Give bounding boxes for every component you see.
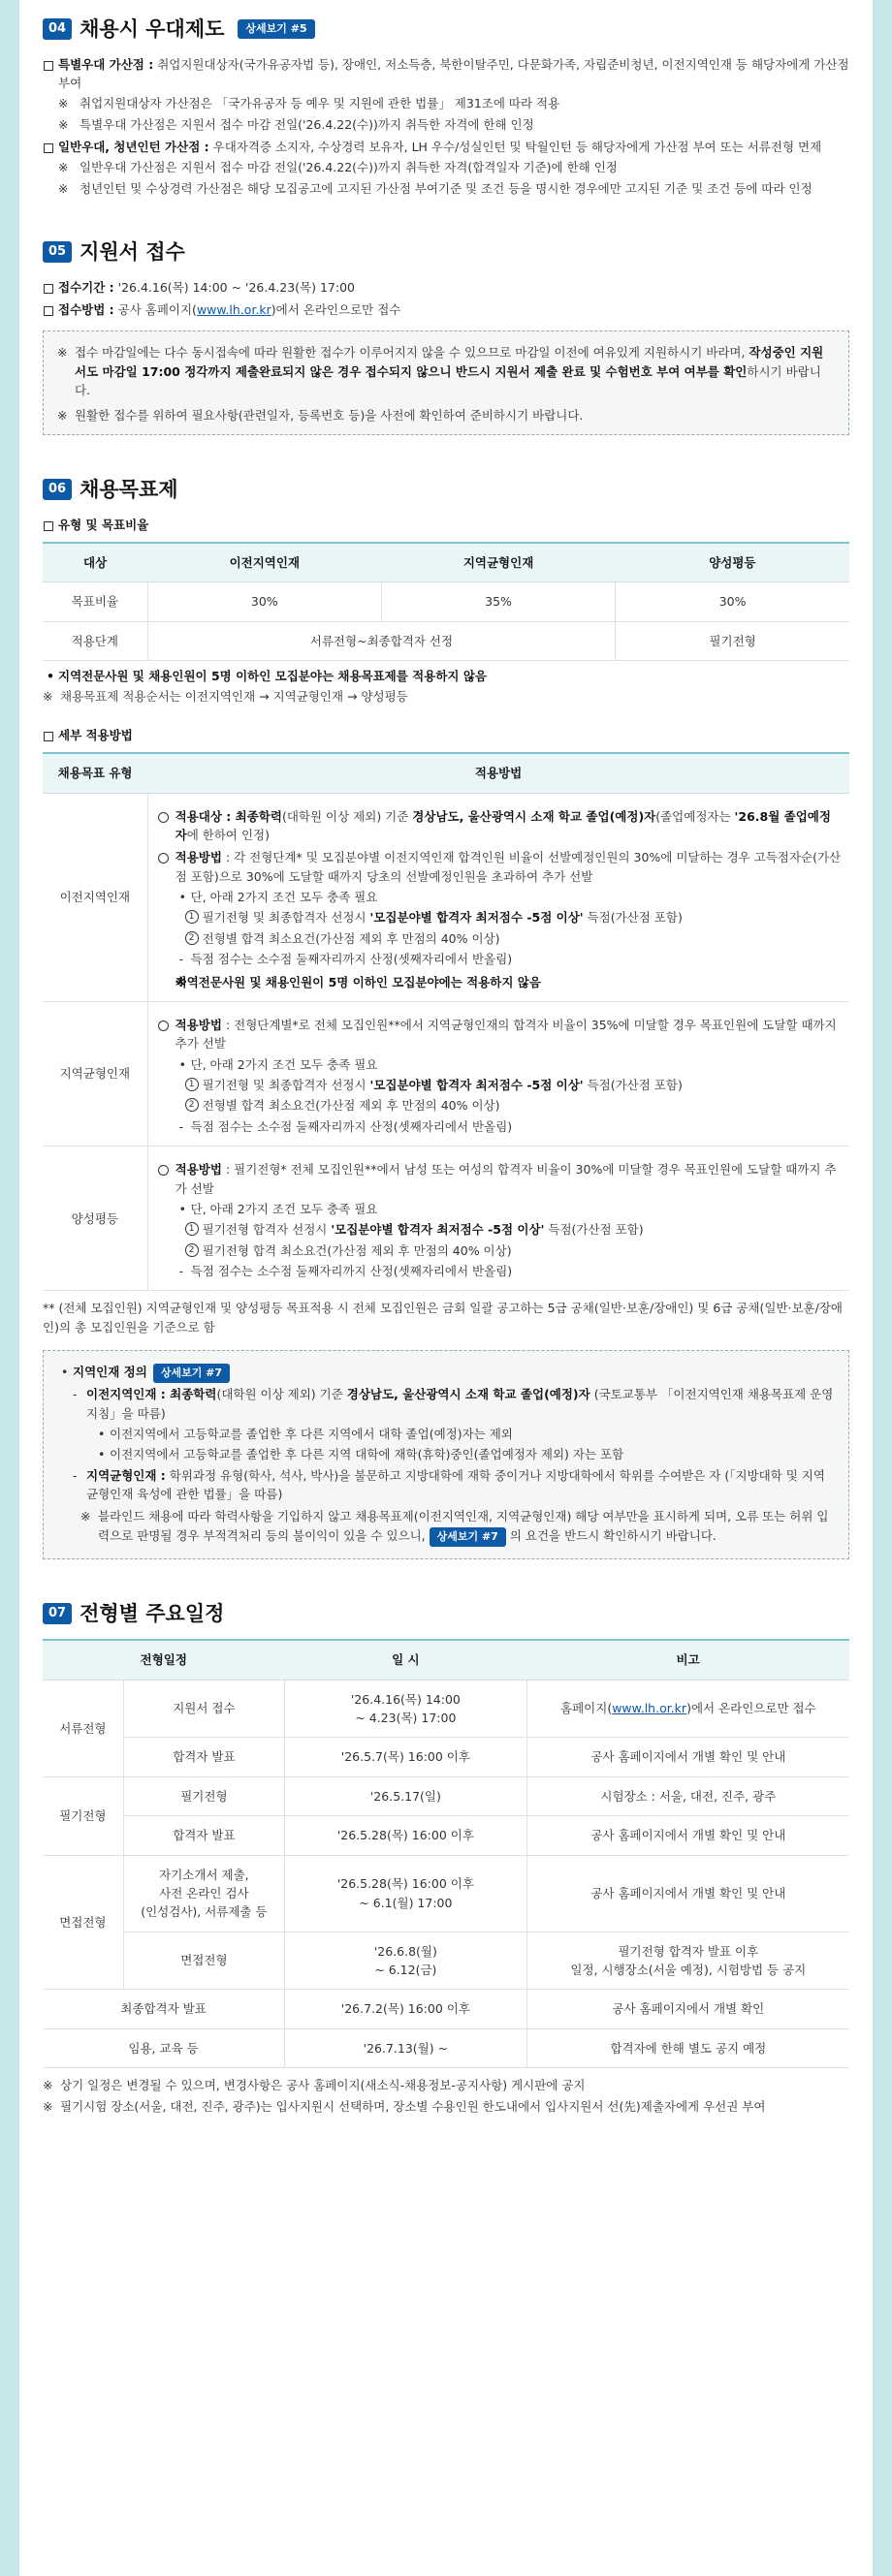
item-text: '26.4.16(목) 14:00 ~ '26.4.23(목) 17:00 — [113, 279, 355, 295]
bold: '26.8월 졸업예정자 — [175, 808, 831, 842]
method-cell — [147, 1001, 849, 1146]
col-header: 지역균형인재 — [381, 543, 615, 582]
text: 에 한하여 인정) — [186, 827, 271, 842]
definition-1 — [57, 1385, 835, 1423]
label: 적용방법 — [175, 850, 222, 865]
note-cell: 공사 홈페이지에서 개별 확인 및 안내 — [526, 1738, 849, 1776]
ratio-table — [43, 542, 849, 661]
text: 전형별 합격 최소요건(가산점 제외 후 만점의 40% 이상) — [202, 1098, 500, 1114]
item-label: 접수기간 : — [58, 279, 114, 295]
apply-target — [156, 807, 842, 845]
homepage-link[interactable]: www.lh.or.kr — [612, 1701, 687, 1716]
text: 블라인드 채용에 따라 학력사항을 기입하지 않고 채용목표제(이전지역인재, 지역균형인재) 해당 여부만을 표시하게 되며, 오류 또는 허위 입력으로 판명될 경우 부적격처리 등의 불이익이 있을 수 있으니, — [98, 1509, 829, 1543]
text: : 필기전형* 전체 모집인원**에서 남성 또는 여성의 합격자 비율이 30%에 미달할 경우 목표인원에 도달할 때까지 추가 선발 — [175, 1162, 837, 1196]
section-number: 07 — [43, 1603, 72, 1624]
table-row — [43, 1816, 849, 1855]
ratio-cell: 30% — [616, 582, 849, 621]
definition-1-bullet: • 이전지역에서 고등학교를 졸업한 후 다른 지역 대학에 재학(휴학)중인(졸업예정자 제외) 자는 포함 — [57, 1445, 835, 1463]
col-header: 전형일정 — [43, 1640, 285, 1680]
item-label: 일반우대, 청년인턴 가산점 : — [58, 140, 209, 155]
notice-box — [43, 330, 849, 435]
col-header: 적용방법 — [147, 753, 849, 793]
schedule-table — [43, 1639, 849, 2068]
number-1-icon: 1 — [185, 910, 199, 924]
note-text: 하시기 바랍니다. — [75, 363, 821, 398]
stage-cell: 자기소개서 제출, 사전 온라인 검사 (인성검사), 서류제출 등 — [123, 1855, 284, 1932]
text: 득점(가산점 포함) — [583, 1078, 683, 1093]
label: 적용방법 — [175, 1162, 222, 1178]
ratio-cell: 30% — [147, 582, 381, 621]
schedule-note: ※ 상기 일정은 변경될 수 있으며, 변경사항은 공사 홈페이지(새소식-채용정보-공지사항) 게시판에 공지 — [43, 2076, 849, 2094]
note-cell: 필기전형 합격자 발표 이후 일정, 시행장소(서울 예정), 시험방법 등 공지 — [526, 1932, 849, 1990]
note-cell: 공사 홈페이지에서 개별 확인 및 안내 — [526, 1855, 849, 1932]
section-07-header — [43, 1598, 849, 1630]
schedule-note: ※ 필기시험 장소(서울, 대전, 진주, 광주)는 입사지원시 선택하며, 장소별 수용인원 한도내에서 입사지원서 선(先)제출자에게 우선권 부여 — [43, 2097, 849, 2116]
definition-1-bullet: • 이전지역에서 고등학교를 졸업한 후 다른 지역에서 대학 졸업(예정)자는 제외 — [57, 1425, 835, 1443]
note-text: 접수 마감일에는 다수 동시접속에 따라 원활한 접수가 이루어지지 않을 수 있으므로 마감일 이전에 여유있게 지원하시기 바라며, — [75, 345, 749, 361]
stage-cell: 임용, 교육 등 — [43, 2028, 285, 2067]
bold: 경상남도, 울산광역시 소재 학교 졸업(예정)자 — [346, 1387, 590, 1402]
col-header: 채용목표 유형 — [43, 753, 147, 793]
note: ※ 원활한 접수를 위하여 필요사항(관련일자, 등록번호 등)을 사전에 확인하여 준비하시기 바랍니다. — [57, 406, 835, 424]
table-row — [43, 582, 849, 621]
condition: • 단, 아래 2가지 조건 모두 충족 필요 — [156, 1055, 842, 1074]
date-cell: '26.5.28(목) 16:00 이후 ~ 6.1(월) 17:00 — [285, 1855, 527, 1932]
footnote: ** (전체 모집인원) 지역균형인재 및 양성평등 목표적용 시 전체 모집인원은 금회 일괄 공고하는 5급 공채(일반·보훈/장애인) 및 6급 공채(일반·보훈/장애인)의 총 모집인원을 기준으로 함 — [43, 1301, 843, 1335]
text: 필기전형 합격 최소요건(가산점 제외 후 만점의 40% 이상) — [202, 1242, 512, 1258]
col-header: 대상 — [43, 543, 147, 582]
dash-note: - 득점 점수는 소수점 둘째자리까지 산정(셋째자리에서 반올림) — [156, 1262, 842, 1280]
general-bonus-item — [43, 138, 849, 156]
date-cell: '26.6.8(월) ~ 6.12(금) — [285, 1932, 527, 1990]
col-header: 일 시 — [285, 1640, 527, 1680]
condition: • 단, 아래 2가지 조건 모두 충족 필요 — [156, 1200, 842, 1218]
stage-cell: 합격자 발표 — [123, 1816, 284, 1855]
condition-1 — [156, 908, 842, 927]
section-04 — [43, 14, 849, 198]
col-header: 이전지역인재 — [147, 543, 381, 582]
note-bold: 작성중인 지원서도 마감일 17:00 정각까지 제출완료되지 않은 경우 접수되지 않으니 반드시 지원서 제출 완료 및 수험번호 부여 여부를 확인 — [75, 345, 824, 379]
section-number: 06 — [43, 479, 72, 500]
text: 전형별 합격 최소요건(가산점 제외 후 만점의 40% 이상) — [202, 930, 500, 946]
note: ※ 청년인턴 및 수상경력 가산점은 해당 모집공고에 고지된 가산점 부여기준 및 조건 등을 명시한 경우에만 고지된 기준 및 조건 등에 따라 인정 — [43, 179, 849, 198]
condition-2 — [156, 1096, 842, 1115]
row-label: 이전지역인재 — [43, 793, 147, 1001]
text: 필기전형 및 최종합격자 선정시 — [202, 910, 370, 926]
date-cell: '26.5.7(목) 16:00 이후 — [285, 1738, 527, 1776]
dash-note: - 득점 점수는 소수점 둘째자리까지 산정(셋째자리에서 반올림) — [156, 1117, 842, 1136]
text: 필기전형 및 최종합격자 선정시 — [202, 1078, 370, 1093]
label: 적용방법 — [175, 1017, 222, 1032]
condition: • 단, 아래 2가지 조건 모두 충족 필요 — [156, 888, 842, 906]
number-2-icon: 2 — [185, 931, 199, 945]
method-item — [43, 300, 849, 319]
number-1-icon: 1 — [185, 1078, 199, 1091]
note: ※ 특별우대 가산점은 지원서 접수 마감 전일('26.4.22(수))까지 취득한 자격에 한해 인정 — [43, 115, 849, 134]
text: )에서 온라인으로만 접수 — [686, 1701, 816, 1716]
dash-note: - 득점 점수는 소수점 둘째자리까지 산정(셋째자리에서 반올림) — [156, 950, 842, 968]
table-row — [43, 1738, 849, 1776]
section-title: 전형별 주요일정 — [80, 1601, 225, 1625]
period-item — [43, 278, 849, 297]
text: 의 요건을 반드시 확인하시기 바랍니다. — [505, 1527, 717, 1543]
text: : 각 전형단계* 및 모집분야별 이전지역인재 합격인원 비율이 선발예정인원의 30%에 미달하는 경우 고득점자순(가산점 포함)으로 30%에 도달할 때까지 당초의 선발예정인원을 초과하여 추가 선발 — [175, 850, 842, 884]
text: 득점(가산점 포함) — [583, 910, 683, 926]
group-label: 서류전형 — [43, 1680, 123, 1776]
apply-method — [156, 1016, 842, 1053]
section-title: 채용시 우대제도 — [80, 17, 225, 41]
stage-cell: 합격자 발표 — [123, 1738, 284, 1776]
definition-box — [43, 1350, 849, 1559]
section-06-header — [43, 474, 849, 506]
group-label: 필기전형 — [43, 1776, 123, 1855]
col-header: 양성평등 — [616, 543, 849, 582]
section-05-header — [43, 236, 849, 268]
col-header: 비고 — [526, 1640, 849, 1680]
title: 지역인재 정의 — [73, 1365, 147, 1380]
note-cell: 시험장소 : 서울, 대전, 진주, 광주 — [526, 1776, 849, 1815]
row-label: 적용단계 — [43, 621, 147, 660]
note-cell — [526, 1680, 849, 1738]
table-row — [43, 1990, 849, 2028]
condition-1 — [156, 1220, 842, 1239]
text: (졸업예정자는 — [655, 808, 735, 824]
text: : 전형단계별*로 전체 모집인원**에서 지역균형인재의 합격자 비율이 35%에 미달할 경우 목표인원에 도달할 때까지 추가 선발 — [175, 1017, 837, 1052]
item-text: 우대자격증 소지자, 수상경력 보유자, LH 우수/성실인턴 및 탁월인턴 등 해당자에게 가산점 부여 또는 서류전형 면제 — [208, 140, 822, 155]
note — [156, 973, 842, 991]
bold: '모집분야별 합격자 최저점수 -5점 이상' — [369, 910, 584, 926]
date-cell: '26.5.28(목) 16:00 이후 — [285, 1816, 527, 1855]
definition-note — [57, 1507, 835, 1546]
sub-heading: 유형 및 목표비율 — [43, 516, 849, 534]
special-bonus-item — [43, 55, 849, 93]
section-05 — [43, 236, 849, 435]
item-text: )에서 온라인으로만 접수 — [271, 302, 401, 318]
group-label: 면접전형 — [43, 1855, 123, 1990]
number-2-icon: 2 — [185, 1243, 199, 1257]
condition-2 — [156, 929, 842, 948]
section-04-header — [43, 14, 849, 46]
table-row — [43, 2028, 849, 2067]
table-row — [43, 1932, 849, 1990]
ratio-cell: 35% — [381, 582, 615, 621]
note: ※ 일반우대 가산점은 지원서 접수 마감 전일('26.4.22(수))까지 취득한 자격(합격일자 기준)에 한해 인정 — [43, 158, 849, 176]
text: (대학원 이상 제외) 기준 — [216, 1387, 347, 1402]
date-cell: '26.5.17(일) — [285, 1776, 527, 1815]
text: 홈페이지( — [560, 1701, 613, 1716]
stage-cell: 필기전형 — [123, 1776, 284, 1815]
stage-cell: 서류전형~최종합격자 선정 — [147, 621, 616, 660]
detail-table — [43, 752, 849, 1291]
stage-cell: 면접전형 — [123, 1932, 284, 1990]
section-title: 채용목표제 — [80, 477, 178, 501]
note — [57, 343, 835, 399]
row-label: 지역균형인재 — [43, 1001, 147, 1146]
table-row — [43, 1855, 849, 1932]
table-row — [43, 1147, 849, 1291]
homepage-link[interactable]: www.lh.or.kr — [196, 302, 271, 318]
note-cell: 공사 홈페이지에서 개별 확인 및 안내 — [526, 1816, 849, 1855]
bold: 경상남도, 울산광역시 소재 학교 졸업(예정)자 — [412, 808, 656, 824]
detail-badge[interactable]: 상세보기 #5 — [238, 19, 314, 39]
date-cell: '26.4.16(목) 14:00 ~ 4.23(목) 17:00 — [285, 1680, 527, 1738]
table-row — [43, 1680, 849, 1738]
table-row — [43, 793, 849, 1001]
text: 득점(가산점 포함) — [544, 1222, 644, 1238]
text: 필기전형 합격자 선정시 — [202, 1222, 332, 1238]
text: (대학원 이상 제외) 기준 — [281, 808, 413, 824]
number-2-icon: 2 — [185, 1098, 199, 1112]
condition-2 — [156, 1241, 842, 1260]
section-07 — [43, 1598, 849, 2116]
apply-method — [156, 848, 842, 886]
apply-method — [156, 1160, 842, 1198]
text: (국토교통부 「이전지역인재 채용목표제 운영지침」을 따름) — [86, 1387, 834, 1421]
note-cell: 공사 홈페이지에서 개별 확인 — [526, 1990, 849, 2028]
method-cell — [147, 793, 849, 1001]
note: ※ 취업지원대상자 가산점은 「국가유공자 등 예우 및 지원에 관한 법률」 제31조에 따라 적용 — [43, 94, 849, 112]
stage-cell: 지원서 접수 — [123, 1680, 284, 1738]
text: 지역전문사원 및 채용인원이 5명 이하인 모집분야에는 적용하지 않음 — [175, 974, 541, 990]
note-cell: 합격자에 한해 별도 공지 예정 — [526, 2028, 849, 2067]
sub-heading: 세부 적용방법 — [43, 726, 849, 744]
section-title: 지원서 접수 — [80, 240, 185, 265]
item-label: 특별우대 가산점 : — [58, 56, 154, 72]
label: 적용대상 : 최종학력 — [175, 808, 282, 824]
table-row — [43, 1001, 849, 1146]
detail-badge[interactable]: 상세보기 #7 — [430, 1527, 506, 1547]
number-1-icon: 1 — [185, 1222, 199, 1236]
item-text: 취업지원대상자(국가유공자법 등), 장애인, 저소득층, 북한이탈주민, 다문화가족, 자립준비청년, 이전지역인재 등 해당자에게 가산점 부여 — [58, 56, 849, 90]
section-number: 04 — [43, 18, 72, 40]
section-06 — [43, 474, 849, 1559]
bullet-note: • 지역전문사원 및 채용인원이 5명 이하인 모집분야는 채용목표제를 적용하지 않음 — [43, 667, 849, 685]
row-label: 목표비율 — [43, 582, 147, 621]
section-number: 05 — [43, 241, 72, 263]
table-row — [43, 1776, 849, 1815]
item-label: 접수방법 : — [58, 302, 114, 318]
stage-cell: 최종합격자 발표 — [43, 1990, 285, 2028]
date-cell: '26.7.13(월) ~ — [285, 2028, 527, 2067]
date-cell: '26.7.2(목) 16:00 이후 — [285, 1990, 527, 2028]
method-cell — [147, 1147, 849, 1291]
condition-1 — [156, 1076, 842, 1094]
definition-title — [57, 1363, 835, 1383]
label: 이전지역인재 : 최종학력 — [86, 1387, 217, 1402]
bold: '모집분야별 합격자 최저점수 -5점 이상' — [369, 1078, 584, 1093]
order-note: ※ 채용목표제 적용순서는 이전지역인재 → 지역균형인재 → 양성평등 — [43, 687, 849, 706]
definition-2 — [57, 1466, 835, 1504]
table-row — [43, 621, 849, 660]
text: 학위과정 유형(학사, 석사, 박사)을 불문하고 지방대학에 재학 중이거나 지방대학에서 학위를 수여받은 자 (「지방대학 및 지역균형인재 육성에 관한 법률」을 따름) — [86, 1467, 825, 1502]
row-label: 양성평등 — [43, 1147, 147, 1291]
stage-cell: 필기전형 — [616, 621, 849, 660]
detail-badge[interactable]: 상세보기 #7 — [153, 1364, 230, 1383]
item-text: 공사 홈페이지( — [113, 302, 197, 318]
label: 지역균형인재 : — [86, 1467, 166, 1483]
bold: '모집분야별 합격자 최저점수 -5점 이상' — [331, 1222, 545, 1238]
